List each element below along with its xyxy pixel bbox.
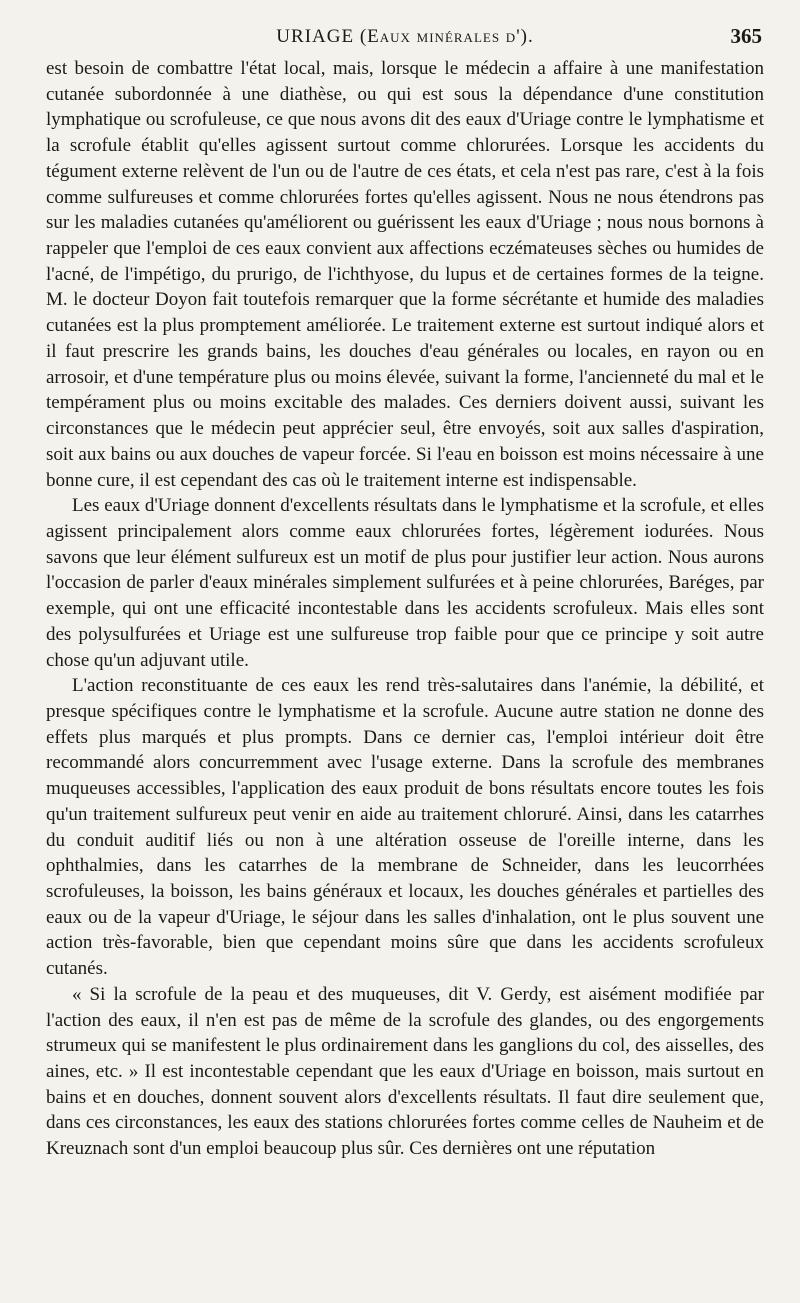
paragraph: Les eaux d'Uriage donnent d'excellents résultats dans le lymphatisme et la scrofule, et elles agissent principalement alors comme eaux chlorurées fortes, légèrement iodurées. Nous savons que leur élément sulfureux est un motif de plus pour justifier leur action. Nous aurons l'occasion de parler d'eaux minérales simplement sulfurées et à peine chlorurées, Baréges, par exemple, qui ont une efficacité incontestable dans les accidents scrofuleux. Mais elles sont des polysulfurées et Uriage est une sulfureuse trop faible pour que ce principe y soit autre chose qu'un adjuvant utile. — [46, 495, 764, 671]
page-number: 365 — [730, 24, 762, 48]
paragraph: est besoin de combattre l'état local, mais, lorsque le médecin a affaire à une manifestation cutanée subordonnée à une diathèse, ou qui est sous la dépendance d'une constitution lymphatique ou scrofuleuse, ce que nous avons dit des eaux d'Uriage contre le lymphatisme et la scrofule établit qu'elles agissent surtout comme chlorurées. Lorsque les accidents du tégument externe relèvent de l'un ou de l'autre de ces états, et cela n'est pas rare, c'est à la fois comme sulfureuses et comme chlorurées fortes qu'elles agissent. Nous ne nous étendrons pas sur les maladies cutanées qu'améliorent ou guérissent les eaux d'Uriage ; nous nous bornons à rappeler que l'emploi de ces eaux convient aux affections eczémateuses sèches ou humides de l'acné, de l'impétigo, du prurigo, de l'ichthyose, du lupus et de certaines formes de la teigne. M. le docteur Doyon fait toutefois remarquer que la forme sécrétante et humide des maladies cutanées est la plus promptement améliorée. Le traitement externe est surtout indiqué alors et il faut prescrire les grands bains, les douches d'eau générales ou locales, en rayon ou en arrosoir, et d'une température plus ou moins élevée, suivant la forme, l'ancienneté du mal et le tempérament plus ou moins excitable des malades. Ces derniers doivent aussi, suivant les circonstances que le médecin peut apprécier seul, être envoyés, soit aux salles d'aspiration, soit aux bains ou aux douches de vapeur forcée. Si l'eau en boisson est moins nécessaire à une bonne cure, il est cependant des cas où le traitement interne est indispensable. — [46, 58, 764, 491]
body-text — [46, 56, 764, 1162]
paragraph: L'action reconstituante de ces eaux les rend très-salutaires dans l'anémie, la débilité, et presque spécifiques contre le lymphatisme et la scrofule. Aucune autre station ne donne des effets plus marqués et plus prompts. Dans ce dernier cas, l'emploi intérieur doit être recommandé alors concurremment avec l'usage externe. Dans la scrofule des membranes muqueuses accessibles, l'application des eaux produit de bons résultats encore toutes les fois qu'un traitement sulfureux peut venir en aide au traitement chloruré. Ainsi, dans les catarrhes du conduit auditif liés ou non à une altération osseuse de l'oreille interne, dans les ophthalmies, dans les catarrhes de la membrane de Schneider, dans les leucorrhées scrofuleuses, la boisson, les bains généraux et locaux, les douches générales et partielles des eaux ou de la vapeur d'Uriage, le séjour dans les salles d'inhalation, ont le plus souvent une action très-favorable, bien que cependant moins sûre que dans les accidents scrofuleux cutanés. — [46, 675, 764, 980]
running-header — [46, 20, 764, 56]
paragraph: « Si la scrofule de la peau et des muqueuses, dit V. Gerdy, est aisément modifiée par l'action des eaux, il n'en est pas de même de la scrofule des glandes, ou des engorgements strumeux qui se manifestent le plus ordinairement dans les ganglions du col, des aisselles, des aines, etc. » Il est incontestable cependant que les eaux d'Uriage en boisson, mais surtout en bains et en douches, donnent souvent alors d'excellents résultats. Il faut dire seulement que, dans ces circonstances, les eaux des stations chlorurées fortes comme celles de Nauheim et de Kreuznach sont d'un emploi beaucoup plus sûr. Ces dernières ont une réputation — [46, 983, 764, 1160]
running-title: URIAGE (Eaux minérales d'). — [276, 26, 534, 47]
